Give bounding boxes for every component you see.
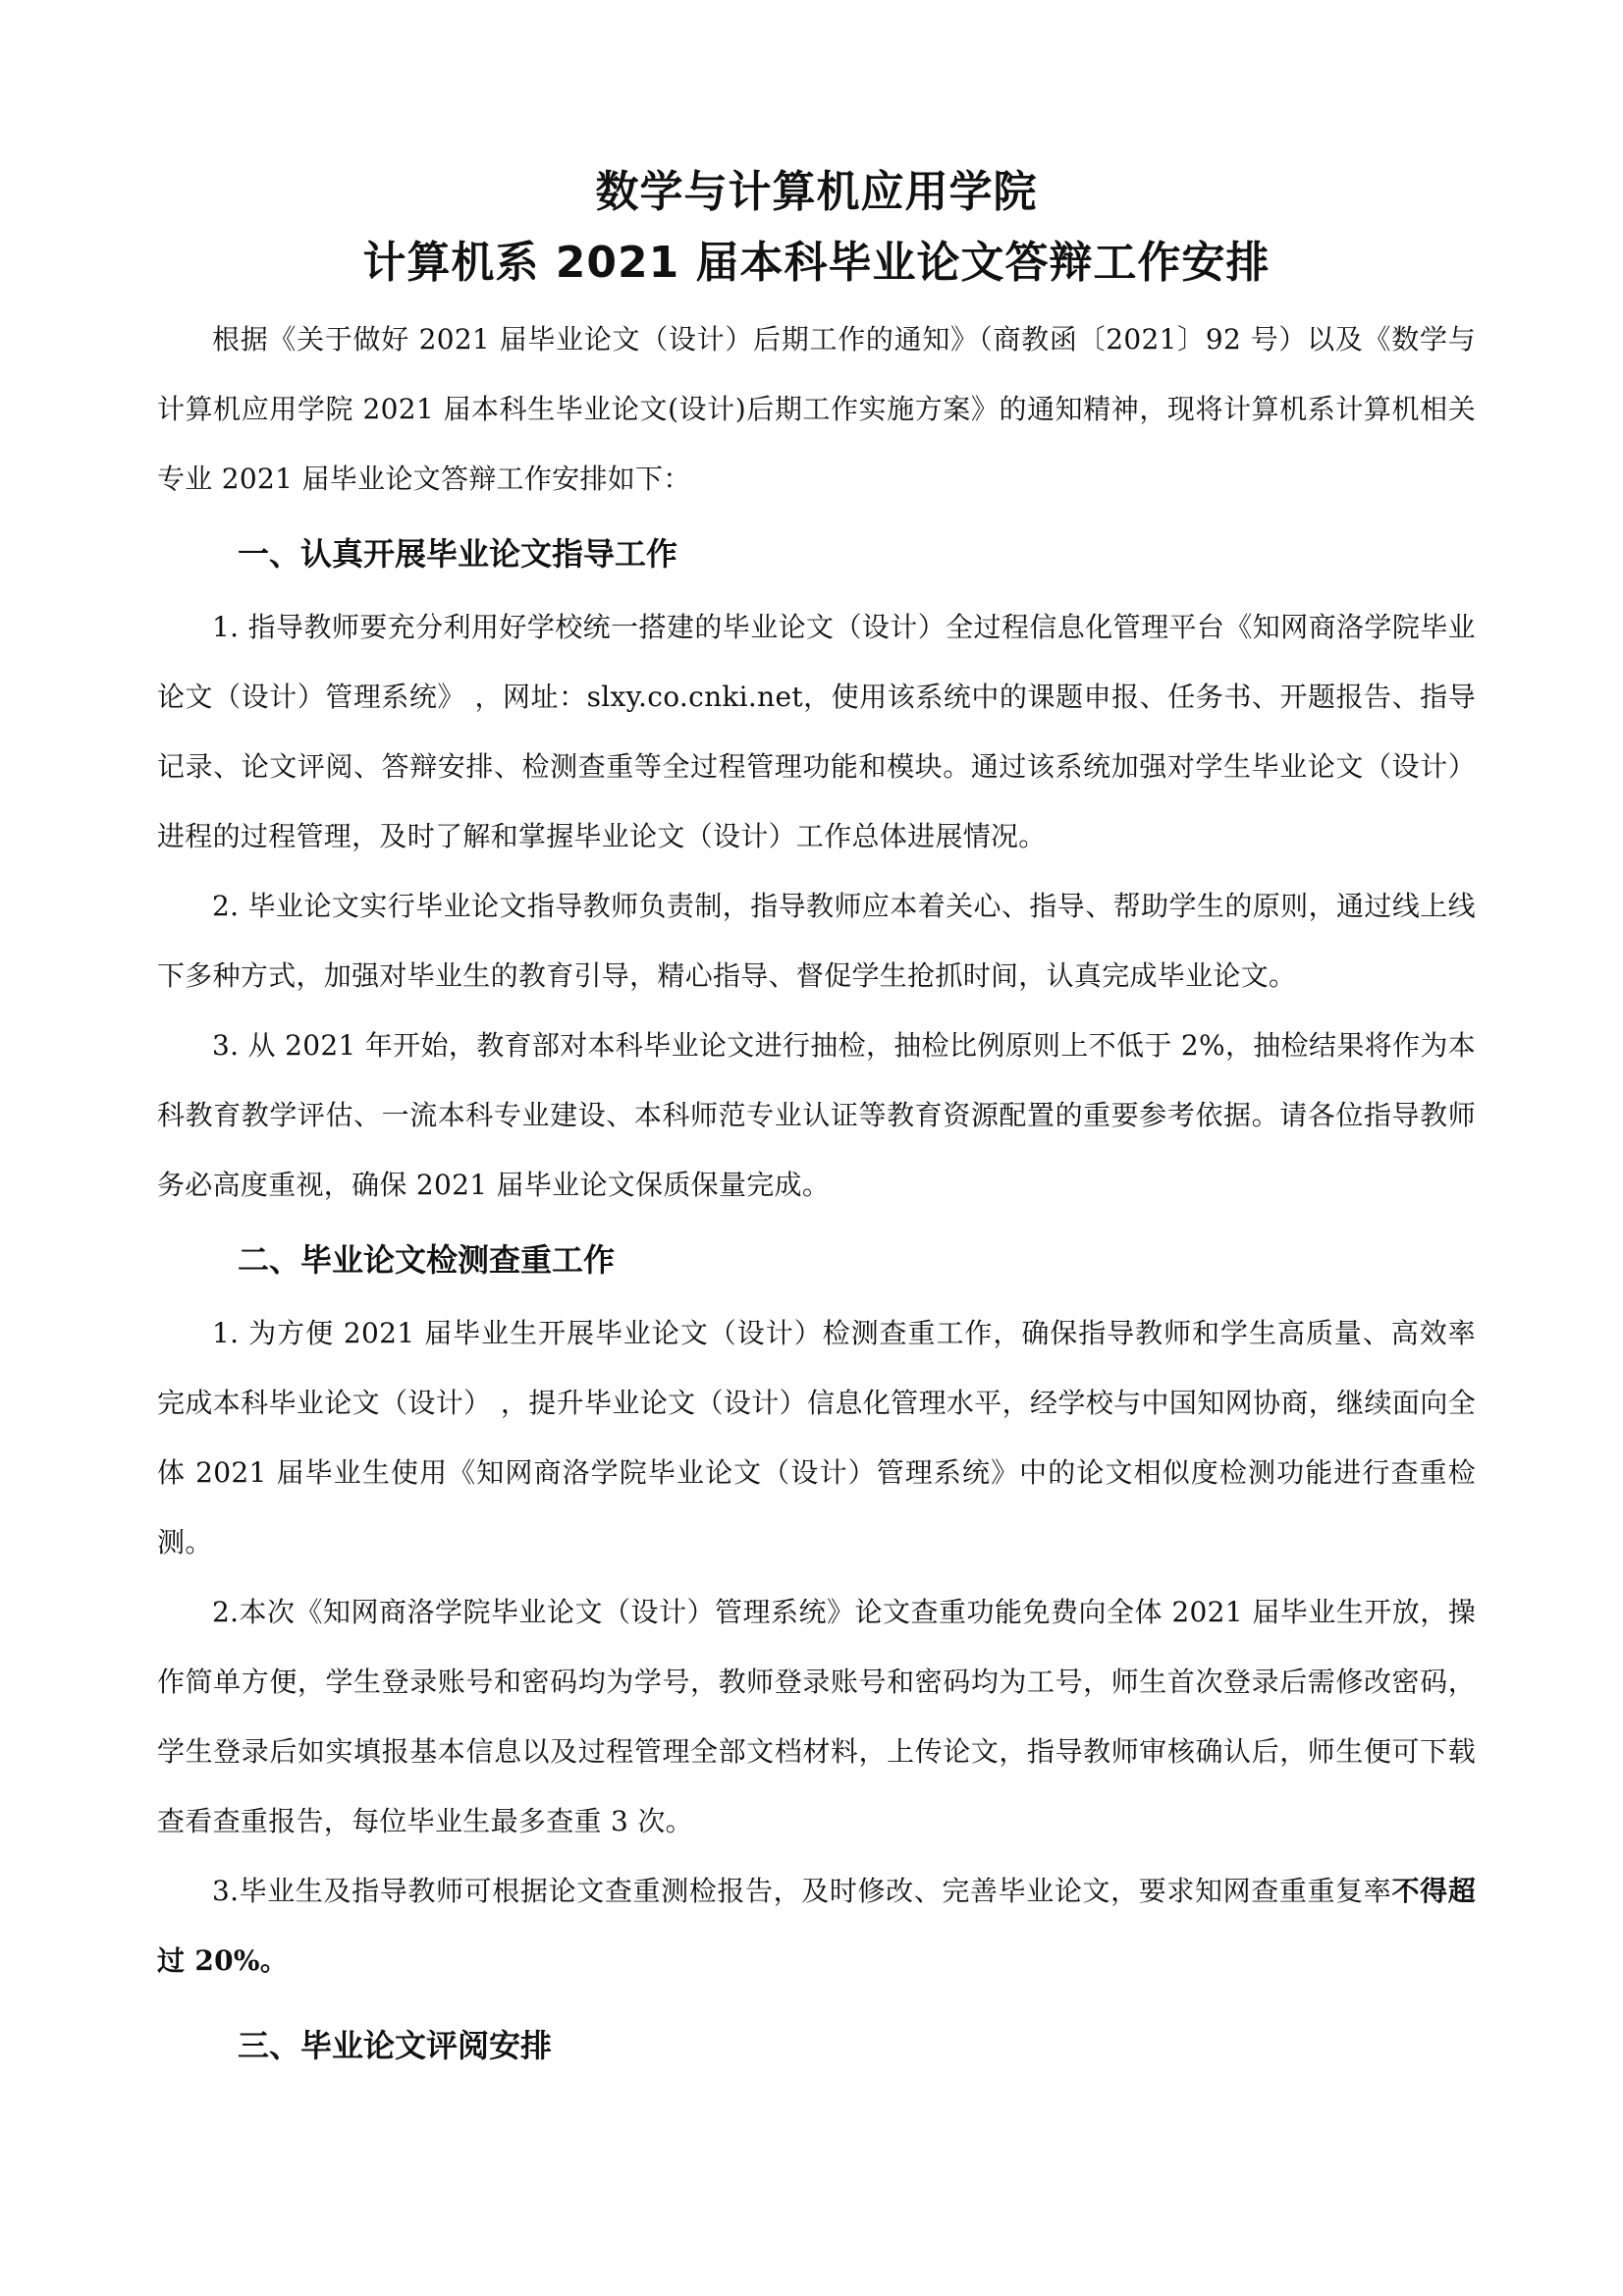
section-2-paragraph-3	[157, 1856, 1476, 1995]
section-2-paragraph-3-text: 3.毕业生及指导教师可根据论文查重测检报告，及时修改、完善毕业论文，要求知网查重重复率	[212, 1875, 1392, 1907]
document-subtitle: 计算机系 2021 届本科毕业论文答辩工作安排	[362, 238, 1271, 288]
section-2-paragraph-3-emphasis: 不得超过 20%。	[157, 1875, 1476, 1977]
section-heading-2: 二、毕业论文检测查重工作	[238, 1241, 616, 1279]
section-heading-3: 三、毕业论文评阅安排	[238, 2027, 553, 2064]
document-title: 数学与计算机应用学院	[595, 167, 1038, 217]
section-2-paragraph-1: 1. 为方便 2021 届毕业生开展毕业论文（设计）检测查重工作，确保指导教师和学生高质量、高效率完成本科毕业论文（设计） ，提升毕业论文（设计）信息化管理水平，经学校与中国知网协商，继续面向全体 2021 届毕业生使用《知网商洛学院毕业论文（设计）管理系统》中的论文相似度检测功能进行查重检测。	[157, 1317, 1476, 1558]
section-1-paragraph-2: 2. 毕业论文实行毕业论文指导教师负责制，指导教师应本着关心、指导、帮助学生的原则，通过线上线下多种方式，加强对毕业生的教育引导，精心指导、督促学生抢抓时间，认真完成毕业论文。	[157, 890, 1476, 992]
intro-paragraph: 根据《关于做好 2021 届毕业论文（设计）后期工作的通知》（商教函〔2021〕92 号）以及《数学与计算机应用学院 2021 届本科生毕业论文(设计)后期工作实施方案》的通知精神，现将计算机系计算机相关专业 2021 届毕业论文答辩工作安排如下：	[157, 323, 1476, 495]
section-1-paragraph-1: 1. 指导教师要充分利用好学校统一搭建的毕业论文（设计）全过程信息化管理平台《知网商洛学院毕业论文（设计）管理系统》 ，网址：slxy.co.cnki.net，使用该系统中的课题申报、任务书、开题报告、指导记录、论文评阅、答辩安排、检测查重等全过程管理功能和模块。通过该系统加强对学生毕业论文（设计）进程的过程管理，及时了解和掌握毕业论文（设计）工作总体进展情况。	[157, 611, 1476, 852]
section-heading-1: 一、认真开展毕业论文指导工作	[238, 535, 678, 573]
section-2-paragraph-2: 2.本次《知网商洛学院毕业论文（设计）管理系统》论文查重功能免费向全体 2021 届毕业生开放，操作简单方便，学生登录账号和密码均为学号，教师登录账号和密码均为工号，师生首次登录后需修改密码，学生登录后如实填报基本信息以及过程管理全部文档材料，上传论文，指导教师审核确认后，师生便可下载查看查重报告，每位毕业生最多查重 3 次。	[157, 1596, 1476, 1837]
section-1-paragraph-3: 3. 从 2021 年开始，教育部对本科毕业论文进行抽检，抽检比例原则上不低于 2%，抽检结果将作为本科教育教学评估、一流本科专业建设、本科师范专业认证等教育资源配置的重要参考依据。请各位指导教师务必高度重视，确保 2021 届毕业论文保质保量完成。	[157, 1029, 1476, 1201]
